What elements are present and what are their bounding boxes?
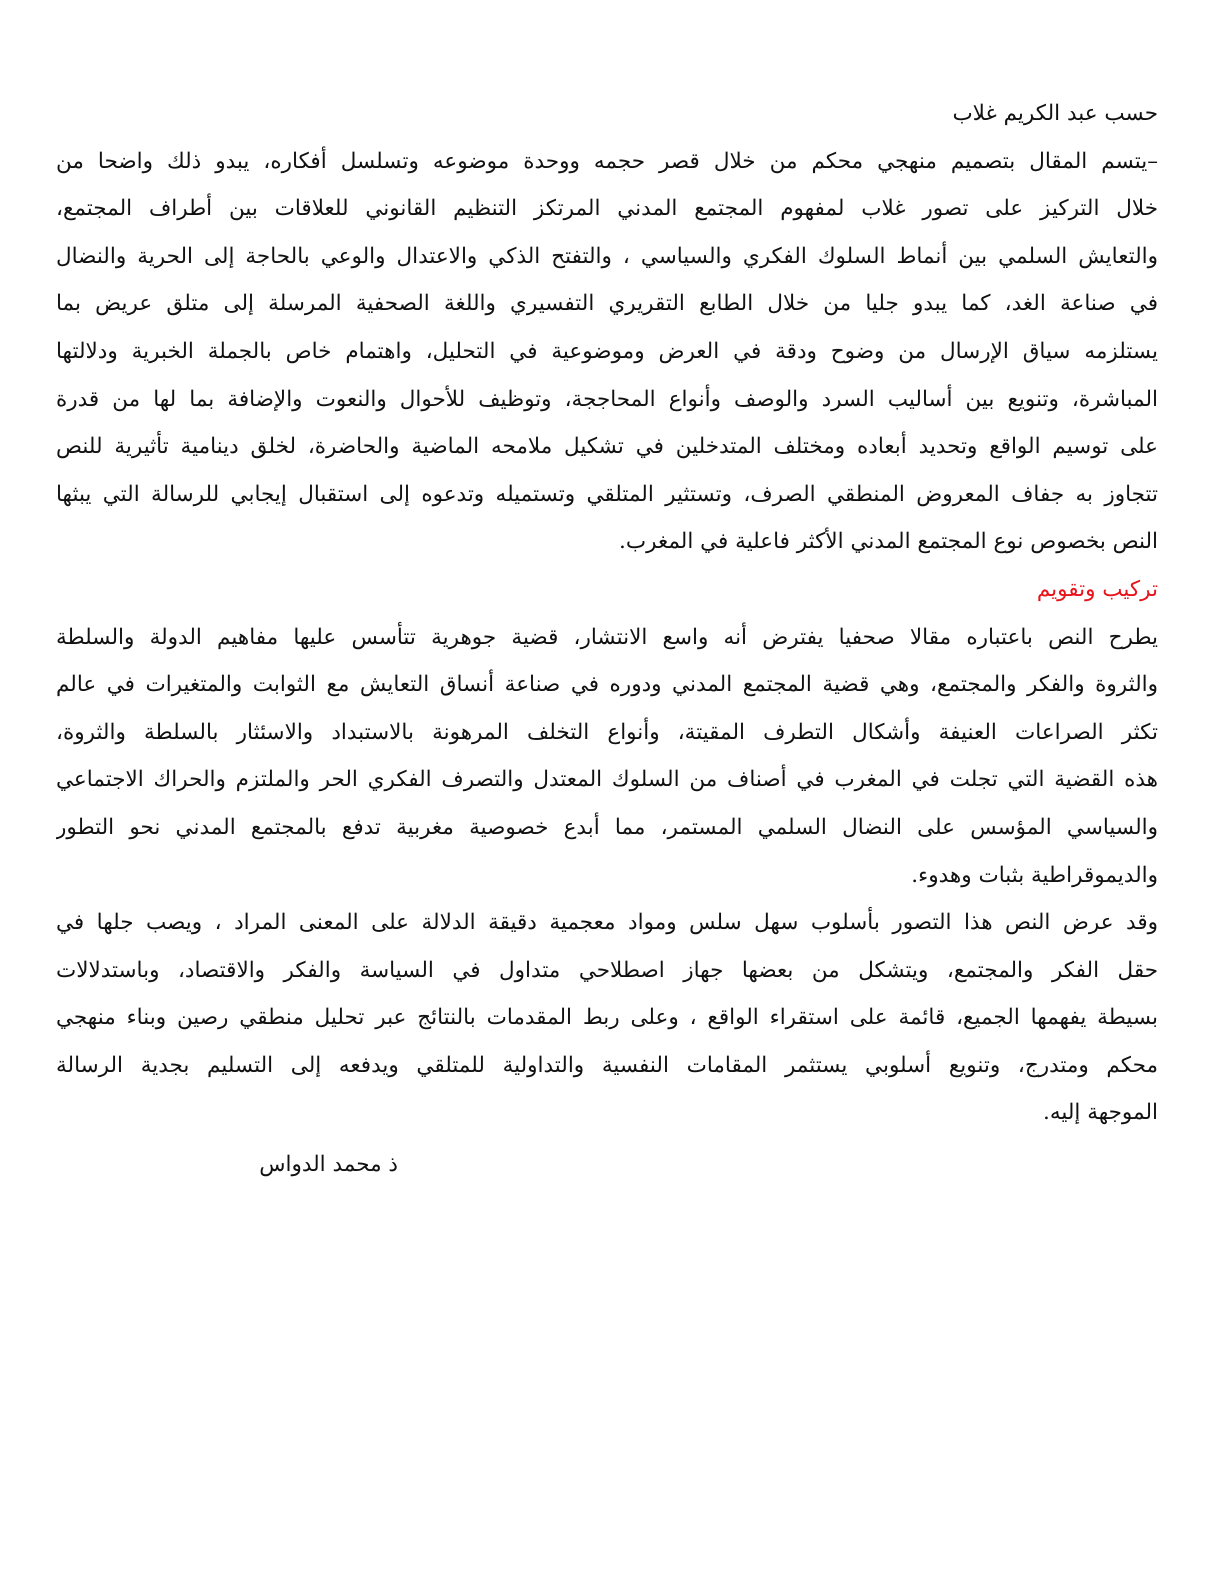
analysis-paragraph [56, 138, 1158, 566]
text-line: والديموقراطية بثبات وهدوء. [911, 862, 1158, 888]
signature-text: ذ محمد الدواس [259, 1152, 398, 1178]
document-page [56, 90, 1158, 1189]
text-line: والثروة والفكر والمجتمع، وهي قضية المجتمع المدني ودوره في صناعة أنساق التعايش مع الثوابت والمتغيرات في عالم [56, 672, 1158, 698]
text-line: النص بخصوص نوع المجتمع المدني الأكثر فاعلية في المغرب. [619, 529, 1158, 555]
text-line: هذه القضية التي تجلت في المغرب في أصناف من السلوك المعتدل والتصرف الفكري الحر والملتزم والحراك الاجتماعي [56, 767, 1158, 793]
text-line: –يتسم المقال بتصميم منهجي محكم من خلال قصر حجمه ووحدة موضوعه وتسلسل أفكاره، يبدو ذلك واضحا من [56, 148, 1158, 174]
text-line: على توسيم الواقع وتحديد أبعاده ومختلف المتدخلين في تشكيل ملامحه الماضية والحاضرة، لخلق دينامية تأثيرية للنص [56, 434, 1158, 460]
text-line: يستلزمه سياق الإرسال من وضوح ودقة في العرض وموضوعية في التحليل، واهتمام خاص بالجملة الخبرية ودلالتها [56, 338, 1158, 364]
text-line: بسيطة يفهمها الجميع، قائمة على استقراء الواقع ، وعلى ربط المقدمات بالنتائج عبر تحليل منطقي رصين وبناء منهجي [56, 1005, 1158, 1031]
author-line [56, 90, 1158, 138]
text-line: في صناعة الغد، كما يبدو جليا من خلال الطابع التقريري التفسيري واللغة الصحفية المرسلة إلى متلق عريض بما [56, 291, 1158, 317]
section-heading-text: تركيب وتقويم [1036, 576, 1158, 602]
text-line: يطرح النص باعتباره مقالا صحفيا يفترض أنه واسع الانتشار، قضية جوهرية تتأسس عليها مفاهيم الدولة والسلطة [56, 624, 1158, 650]
text-line: والتعايش السلمي بين أنماط السلوك الفكري والسياسي ، والتفتح الذكي والاعتدال والوعي بالحاجة إلى الحرية والنضال [56, 243, 1158, 269]
text-line: محكم ومتدرج، وتنويع أسلوبي يستثمر المقامات النفسية والتداولية للمتلقي ويدفعه إلى التسليم بجدية الرسالة [56, 1052, 1158, 1078]
text-line: وقد عرض النص هذا التصور بأسلوب سهل سلس ومواد معجمية دقيقة الدلالة على المعنى المراد ، ويصب جلها في [56, 910, 1158, 936]
text-line: الموجهة إليه. [1043, 1100, 1158, 1126]
text-line: تتجاوز به جفاف المعروض المنطقي الصرف، وتستثير المتلقي وتستميله وتدعوه إلى استقبال إيجابي للرسالة التي يبثها [56, 481, 1158, 507]
text-line: حسب عبد الكريم غلاب [952, 101, 1158, 126]
text-line: حقل الفكر والمجتمع، ويتشكل من بعضها جهاز اصطلاحي متداول في السياسة والفكر والاقتصاد، وباستدلالات [56, 957, 1158, 983]
text-line: خلال التركيز على تصور غلاب لمفهوم المجتمع المدني المرتكز التنظيم القانوني للعلاقات بين أطراف المجتمع، [56, 196, 1158, 222]
signature [56, 1141, 1158, 1189]
evaluation-paragraph [56, 899, 1158, 1137]
text-line: والسياسي المؤسس على النضال السلمي المستمر، مما أبدع خصوصية مغربية تدفع بالمجتمع المدني نحو التطور [56, 814, 1158, 840]
text-line: المباشرة، وتنويع بين أساليب السرد والوصف وأنواع المحاججة، وتوظيف للأحوال والنعوت والإضافة بما لها من قدرة [56, 386, 1158, 412]
section-heading [56, 566, 1158, 614]
synthesis-paragraph [56, 614, 1158, 900]
text-line: تكثر الصراعات العنيفة وأشكال التطرف المقيتة، وأنواع التخلف المرهونة بالاستبداد والاسئثار بالسلطة والثروة، [56, 719, 1158, 745]
